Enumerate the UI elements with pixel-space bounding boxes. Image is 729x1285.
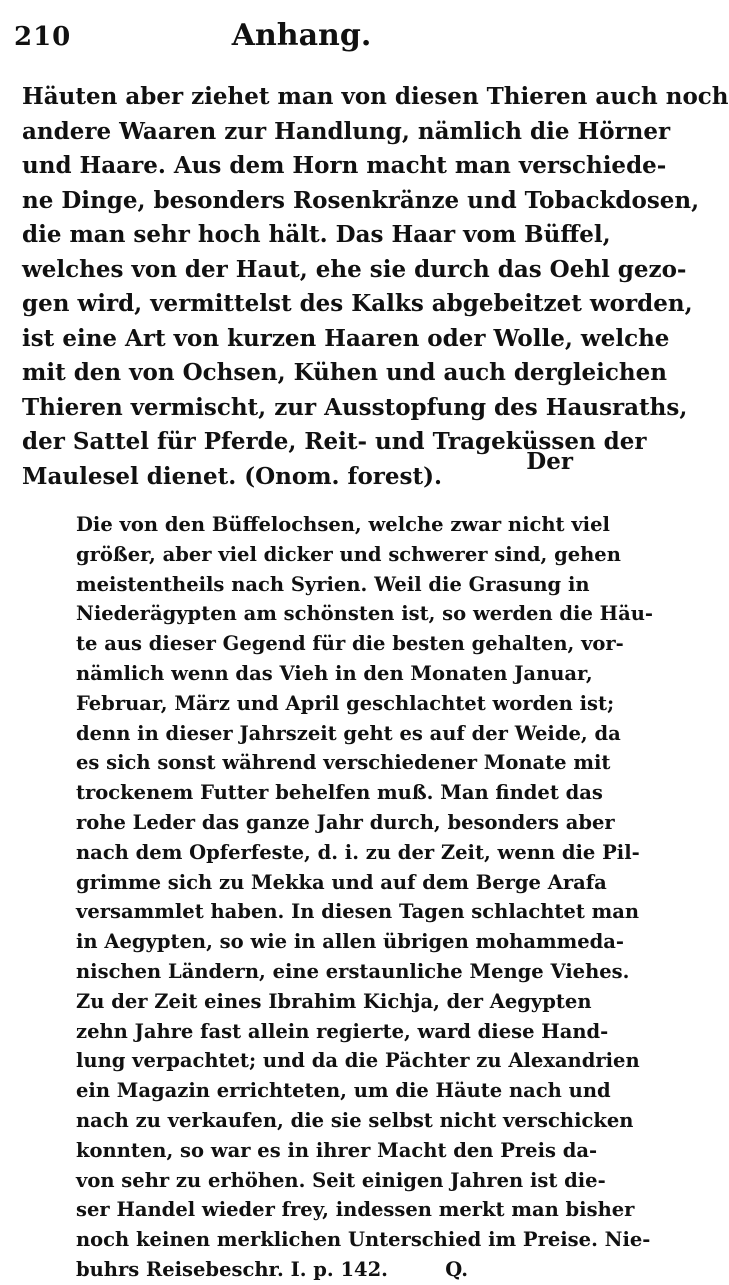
- main-text-line: gen wird, vermittelst des Kalks abgebeitzet worden,: [22, 290, 693, 317]
- footnote-line: meistentheils nach Syrien. Weil die Grasung in: [76, 572, 590, 596]
- main-text-line: ist eine Art von kurzen Haaren oder Wolle, welche: [22, 324, 670, 352]
- footnote-line: es sich sonst während verschiedener Monate mit: [76, 751, 611, 775]
- footnote-line: Die von den Büffelochsen, welche zwar nicht viel: [76, 513, 610, 536]
- footnote-line: Niederägypten am schönsten ist, so werden die Häu-: [76, 602, 653, 626]
- footnote-line: denn in dieser Jahrszeit geht es auf der Weide, da: [76, 721, 621, 745]
- footnote-line: trockenem Futter behelfen muß. Man findet das: [76, 781, 603, 805]
- footnote-line: Zu der Zeit eines Ibrahim Kichja, der Aegypten: [76, 989, 592, 1013]
- footnote-citation: buhrs Reisebeschr. I. p. 142.: [76, 1257, 388, 1281]
- footnote-line: te aus dieser Gegend für die besten gehalten, vor-: [76, 632, 624, 656]
- footnote-block: [76, 510, 653, 1285]
- footnote-last-line: [76, 1255, 476, 1285]
- main-text-line: ne Dinge, besonders Rosenkränze und Tobackdosen,: [22, 186, 700, 214]
- footnote-line: größer, aber viel dicker und schwerer sind, gehen: [76, 542, 621, 566]
- footnote-line: noch keinen merklichen Unterschied im Preise. Nie-: [76, 1228, 651, 1252]
- footnote-line: rohe Leder das ganze Jahr durch, besonders aber: [76, 810, 615, 834]
- footnote-line: in Aegypten, so wie in allen übrigen mohammeda-: [76, 930, 625, 954]
- main-text-line: die man sehr hoch hält. Das Haar vom Büffel,: [22, 221, 611, 248]
- main-text-line: und Haare. Aus dem Horn macht man verschiede-: [22, 152, 667, 179]
- main-text-line: Thieren vermischt, zur Ausstopfung des Hausraths,: [22, 393, 688, 421]
- footnote-line: grimme sich zu Mekka und auf dem Berge Arafa: [76, 870, 607, 894]
- main-text-line: der Sattel für Pferde, Reit- und Trageküssen der: [22, 428, 647, 455]
- footnote-line: nach zu verkaufen, die sie selbst nicht verschicken: [76, 1108, 634, 1132]
- footnote-line: konnten, so war es in ihrer Macht den Preis da-: [76, 1138, 598, 1162]
- footnote-line: Februar, März und April geschlachtet worden ist;: [76, 691, 615, 715]
- footnote-line: ein Magazin errichteten, um die Häute nach und: [76, 1079, 611, 1103]
- footnote-line: zehn Jahre fast allein regierte, ward diese Hand-: [76, 1019, 609, 1043]
- footnote-line: nischen Ländern, eine erstaunliche Menge Viehes.: [76, 959, 630, 983]
- catchword: Der: [526, 448, 573, 475]
- footnote-line: von sehr zu erhöhen. Seit einigen Jahren ist die-: [76, 1168, 606, 1192]
- footnote-line: versammlet haben. In diesen Tagen schlachtet man: [76, 900, 640, 924]
- running-head: Anhang.: [231, 18, 372, 53]
- printer-signature: Q.: [445, 1257, 468, 1281]
- main-text-line: Häuten aber ziehet man von diesen Thieren auch noch: [22, 83, 729, 110]
- main-text-block: [22, 80, 729, 494]
- main-text-line: welches von der Haut, ehe sie durch das Oehl gezo-: [22, 255, 687, 283]
- page-number: 210: [14, 22, 72, 52]
- footnote-line: lung verpachtet; und da die Pächter zu Alexandrien: [76, 1049, 640, 1073]
- main-text-line: Maulesel dienet. (Onom. forest).: [22, 462, 443, 490]
- footnote-line: nach dem Opferfeste, d. i. zu der Zeit, wenn die Pil-: [76, 840, 640, 864]
- footnote-line: ser Handel wieder frey, indessen merkt man bisher: [76, 1198, 635, 1222]
- main-text-line: mit den von Ochsen, Kühen und auch dergleichen: [22, 359, 667, 386]
- main-text-line: andere Waaren zur Handlung, nämlich die Hörner: [22, 117, 671, 145]
- footnote-line: nämlich wenn das Vieh in den Monaten Januar,: [76, 661, 593, 685]
